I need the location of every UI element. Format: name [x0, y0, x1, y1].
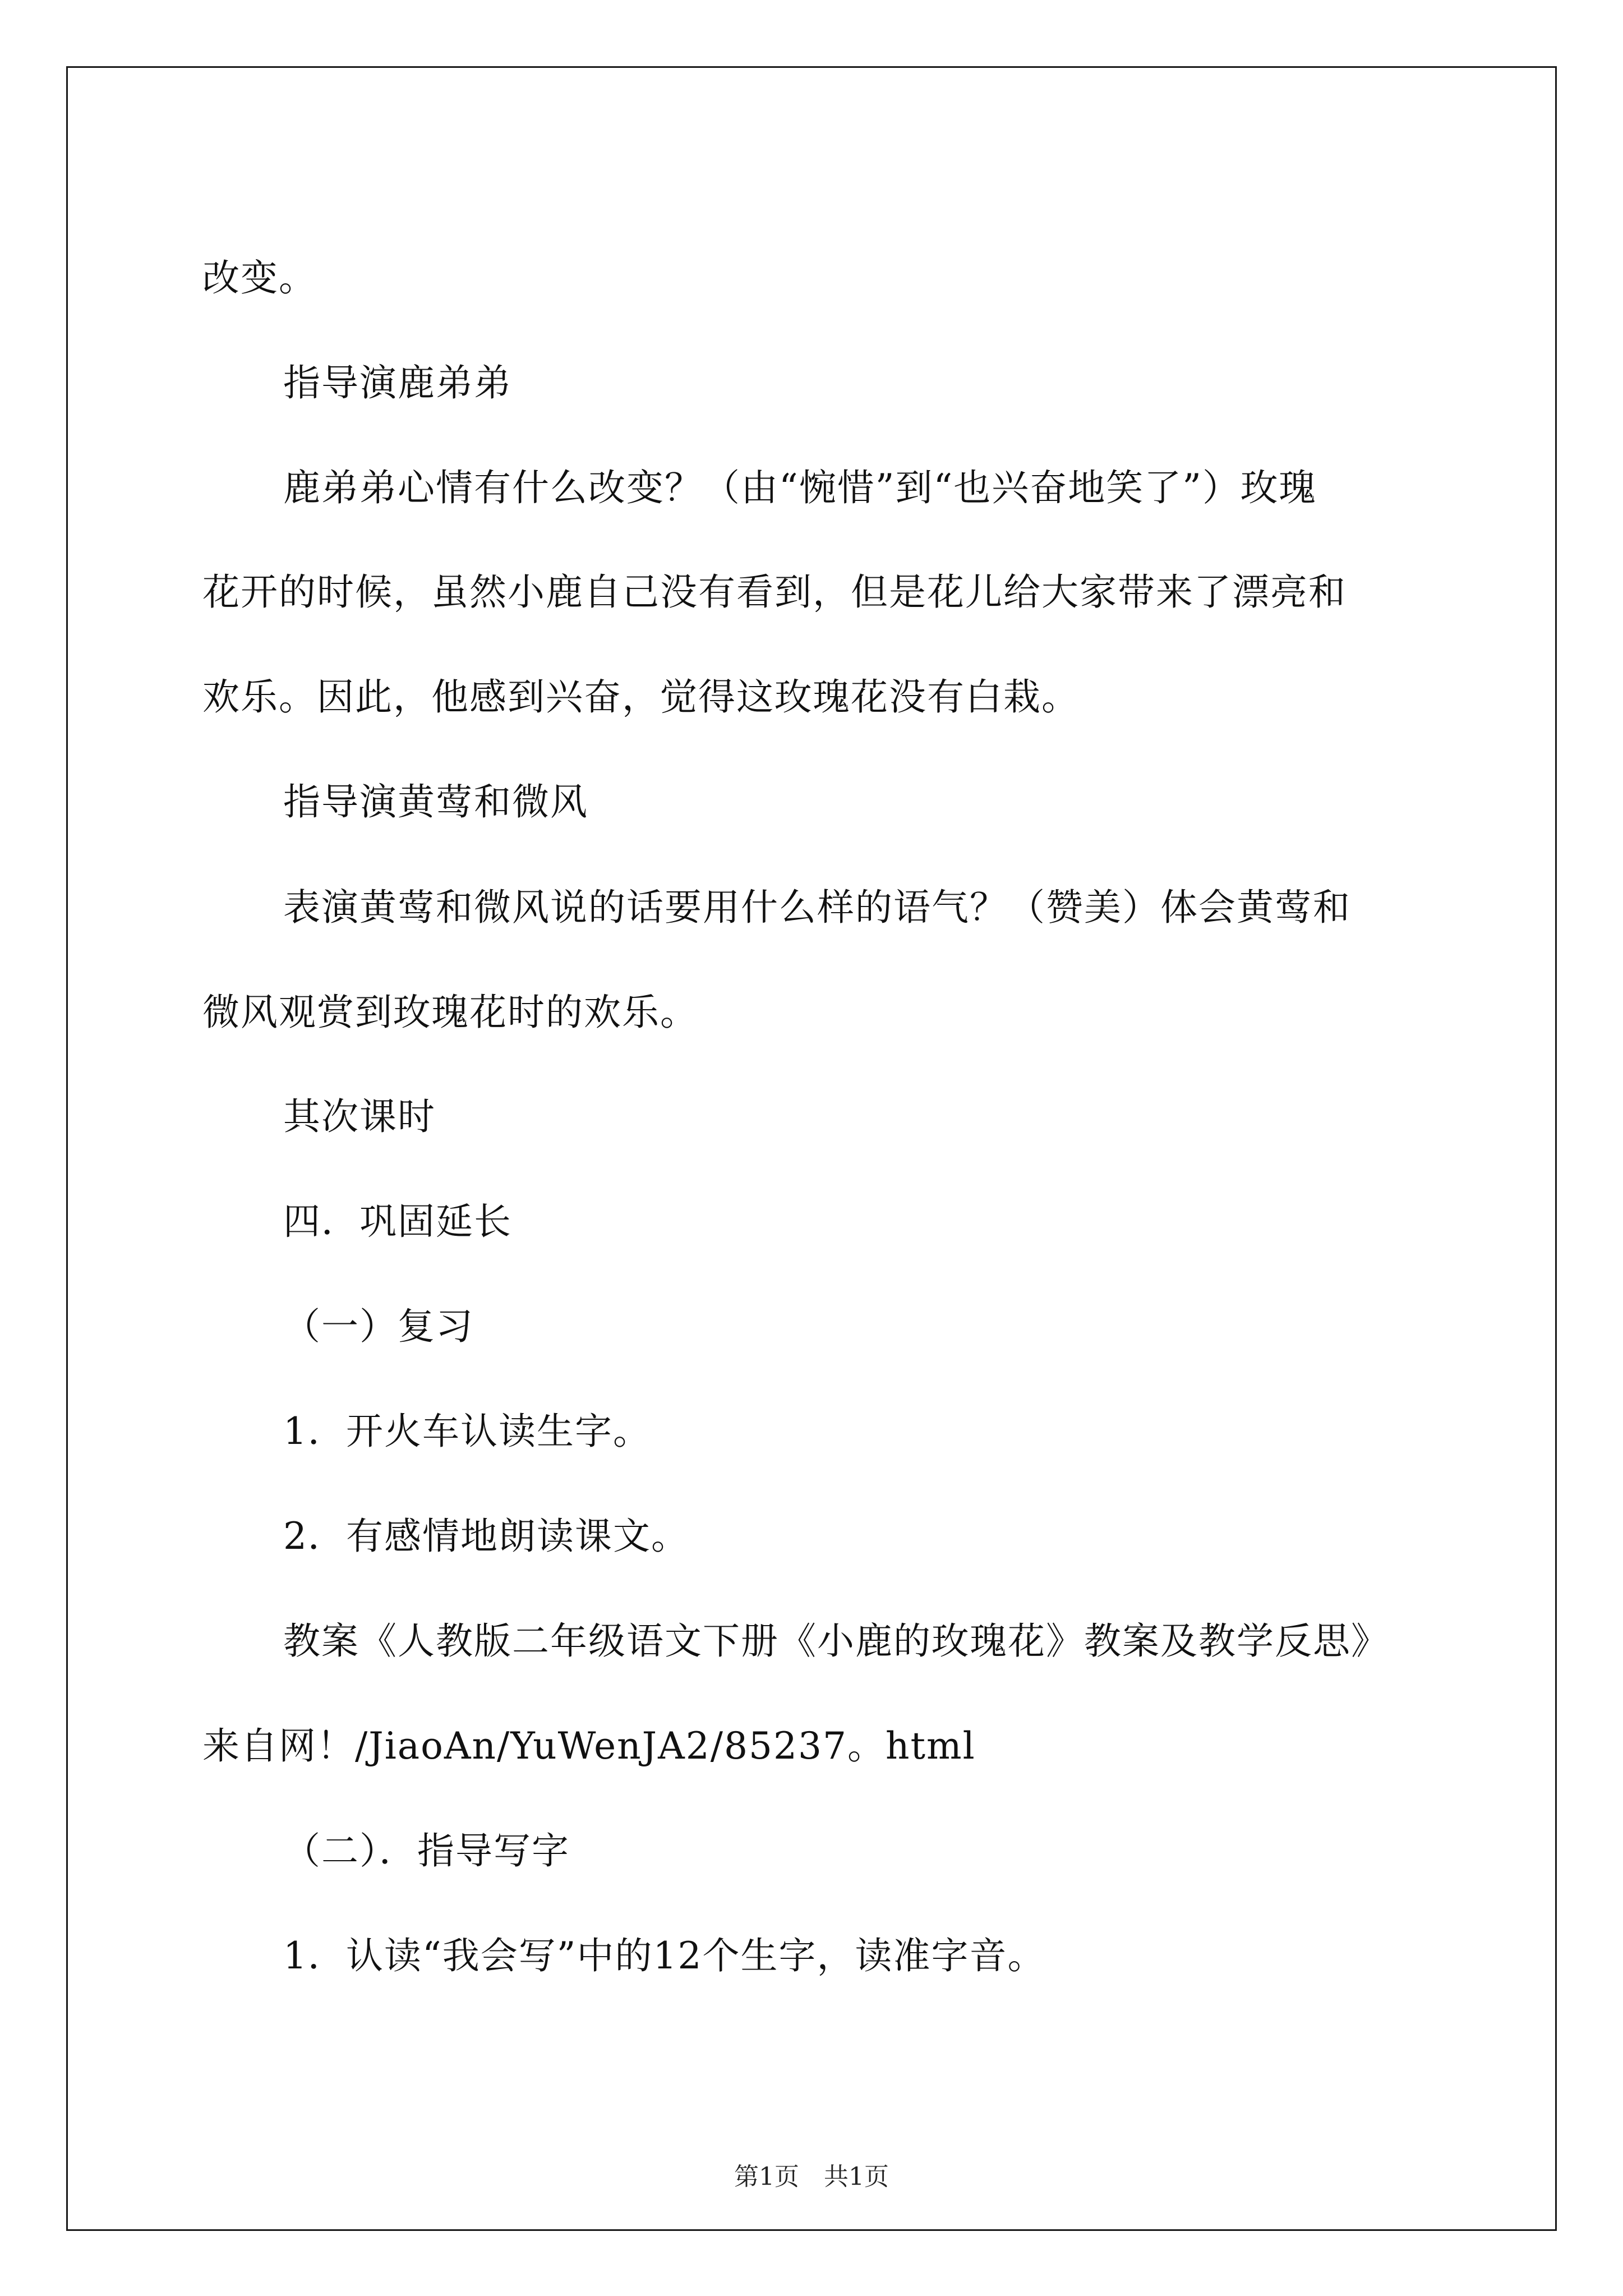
paragraph-line: （二）．指导写字 — [283, 1829, 570, 1872]
paragraph-line: 来自网！/JiaoAn/YuWenJA2/85237。html — [202, 1724, 976, 1768]
paragraph-line: 微风观赏到玫瑰花时的欢乐。 — [202, 991, 698, 1034]
paragraph-line: 改变。 — [202, 256, 317, 300]
document-body — [68, 68, 1555, 2229]
paragraph-line: 指导演鹿弟弟 — [283, 361, 512, 404]
paragraph-line: 教案《人教版二年级语文下册《小鹿的玫瑰花》教案及教学反思》 — [283, 1619, 1389, 1663]
page-frame — [66, 66, 1557, 2231]
paragraph-line: 2．有感情地朗读课文。 — [283, 1515, 689, 1558]
paragraph-line: 鹿弟弟心情有什么改变？（由“惋惜”到“也兴奋地笑了”）玫瑰 — [283, 466, 1317, 509]
paragraph-line: （一）复习 — [283, 1305, 474, 1348]
paragraph-line: 表演黄莺和微风说的话要用什么样的语气？（赞美）体会黄莺和 — [283, 886, 1351, 929]
paragraph-line: 指导演黄莺和微风 — [283, 780, 588, 823]
paragraph-line: 1．认读“我会写”中的12个生字，读准字音。 — [283, 1934, 1046, 1977]
paragraph-line: 花开的时候，虽然小鹿自己没有看到，但是花儿给大家带来了漂亮和 — [202, 570, 1347, 614]
page-footer: 第1页 共1页 — [734, 2162, 889, 2191]
paragraph-line: 四．巩固延长 — [283, 1200, 512, 1243]
paragraph-line: 1．开火车认读生字。 — [283, 1410, 651, 1453]
paragraph-line: 欢乐。因此，他感到兴奋，觉得这玫瑰花没有白栽。 — [202, 675, 1080, 719]
paragraph-line: 其次课时 — [283, 1095, 436, 1138]
